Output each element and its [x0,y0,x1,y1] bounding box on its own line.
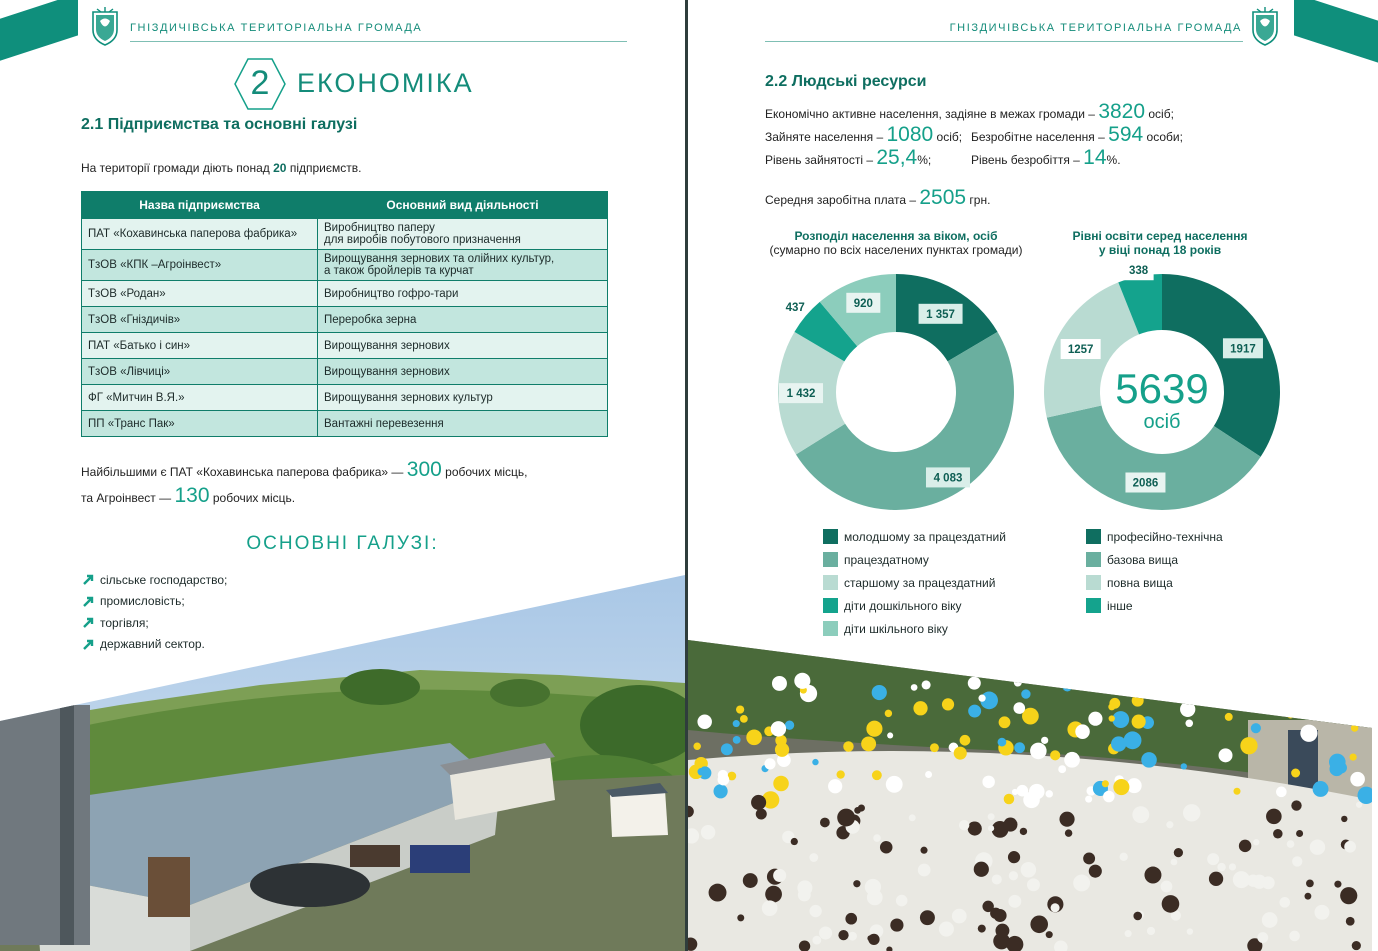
slice-label [919,304,963,324]
branches-title: ОСНОВНІ ГАЛУЗІ: [246,533,439,554]
enterprise-activity-cell: Виробництво гофро-тари [318,281,608,307]
legend-label: повна вища [1107,575,1173,590]
branch-label: торгівля; [100,615,149,630]
age-chart-title: Розподіл населення за віком, осіб (сумарно по всіх населених пунктах громади) [769,229,1023,257]
table-row [82,359,608,385]
table-row [82,281,608,307]
legend-item [823,617,1006,640]
header-title: ГНІЗДИЧІВСЬКА ТЕРИТОРІАЛЬНА ГРОМАДА [130,22,423,34]
legend-swatch [1086,529,1101,544]
slice-label [926,467,970,487]
coat-of-arms-icon [1250,6,1280,46]
legend-swatch [823,621,838,636]
left-page [0,0,685,951]
arrow-icon [83,574,94,585]
branch-item [83,591,227,613]
enterprise-activity-cell: Вирощування зернових культур [318,385,608,411]
enterprise-name-cell: ПАТ «Кохавинська паперова фабрика» [82,219,318,250]
branch-item [83,634,227,656]
legend-label: працездатному [844,552,929,567]
slice-value: 1257 [1067,344,1094,357]
legend-item [823,525,1006,548]
legend-label: діти шкільного віку [844,621,948,636]
table-row [82,385,608,411]
slice-value: 1917 [1230,343,1256,356]
table-row [82,333,608,359]
branch-label: сільське господарство; [100,572,228,587]
slice-value: 4 083 [933,472,963,485]
enterprise-name-cell: ПАТ «Батько і син» [82,333,318,359]
employer-1-jobs: 300 [406,458,442,481]
education-total-unit: осіб [1143,411,1181,433]
slice-label [1223,338,1263,358]
legend-swatch [823,598,838,613]
legend-swatch [1086,598,1101,613]
enterprise-name-cell: ФГ «Митчин В.Я.» [82,385,318,411]
legend-item [1086,525,1223,548]
enterprise-activity-cell: Вирощування зернових [318,359,608,385]
enterprise-activity-cell: Вирощування зернових та олійних культур, а також бройлерів та курчат [318,250,608,281]
slice-label [786,302,805,314]
intro-text: На території громади діють понад 20 підприємств. [81,161,362,175]
branch-item [83,569,227,591]
legend-item [1086,548,1223,571]
slice-value: 2086 [1132,477,1159,490]
active-population-stat: Економічно активне населення, задіяне в межах громади – 3820 осіб; [765,100,1174,123]
slice-label [846,293,880,313]
header-band [0,0,78,63]
enterprise-activity-cell: Вантажні перевезення [318,411,608,437]
subsection-title-right: 2.2 Людські ресурси [765,73,927,90]
enterprise-name-cell: ПП «Транс Пак» [82,411,318,437]
slice-value: 1 357 [926,308,955,321]
legend-label: старшому за працездатний [844,575,996,590]
header-title-right: ГНІЗДИЧІВСЬКА ТЕРИТОРІАЛЬНА ГРОМАДА [949,22,1242,34]
slice-label [1124,260,1154,280]
table-row [82,307,608,333]
community-crowd-photo [688,640,1372,951]
legend-item [1086,594,1223,617]
header-divider [130,41,627,42]
arrow-icon [83,639,94,650]
legend-swatch [823,529,838,544]
employment-rate-stat: Рівень зайнятості – 25,4%; [765,146,932,169]
age-donut-chart [776,272,1016,512]
education-chart-center [1042,367,1282,433]
legend-swatch [1086,552,1101,567]
subsection-title: 2.1 Підприємства та основні галузі [81,116,358,133]
employed-stat: Зайняте населення – 1080 осіб; [765,123,963,146]
enterprise-activity-cell: Вирощування зернових [318,333,608,359]
enterprise-name-cell: ТзОВ «КПК –Агроінвест» [82,250,318,281]
slice-label [779,383,823,403]
legend-label: інше [1107,598,1133,613]
enterprise-name-cell: ТзОВ «Гніздичів» [82,307,318,333]
slice-value: 1 432 [786,388,816,401]
education-chart-title: Рівні освіти серед населення у віці понад 18 років [1072,229,1248,257]
branch-label: промисловість; [100,594,185,609]
slice-label [1125,473,1165,493]
legend-label: професійно-технічна [1107,529,1223,544]
section-number: 2 [250,64,270,102]
unemployed-stat: Безробітне населення – 594 особи; [971,123,1183,146]
education-chart-legend [1086,525,1223,617]
right-page [688,0,1372,951]
table-row [82,250,608,281]
unemployment-rate-stat: Рівень безробіття – 14%. [971,146,1121,169]
slice-value: 920 [853,297,873,310]
table-header-name: Назва підприємства [82,192,318,219]
section-title: ЕКОНОМІКА [297,68,474,98]
slice-value: 437 [785,301,805,314]
branch-list [83,569,227,655]
enterprise-count: 20 [273,161,287,175]
slice-label [1061,339,1101,359]
table-row [82,219,608,250]
legend-swatch [823,552,838,567]
largest-employers-text: Найбільшими є ПАТ «Кохавинська паперова фабрика» — 300 робочих місць, та Агроінвест — 130 робочих місць. [81,458,528,507]
enterprise-table [81,191,608,437]
arrow-icon [83,596,94,607]
legend-item [823,571,1006,594]
header-divider-right [765,41,1243,42]
table-row [82,411,608,437]
coat-of-arms-icon [90,6,120,46]
slice-value: 338 [1129,265,1149,278]
legend-item [1086,571,1223,594]
branch-label: державний сектор. [100,637,205,652]
legend-label: діти дошкільного віку [844,598,962,613]
legend-label: базова вища [1107,552,1179,567]
table-header-activity: Основний вид діяльності [318,192,608,219]
average-salary-stat: Середня заробітна плата – 2505 грн. [765,186,991,209]
enterprise-activity-cell: Виробництво паперу для виробів побутового призначення [318,219,608,250]
enterprise-name-cell: ТзОВ «Лівчиці» [82,359,318,385]
legend-swatch [823,575,838,590]
legend-label: молодшому за працездатний [844,529,1006,544]
education-total: 5639 [1115,365,1209,412]
header-band-right [1294,0,1378,63]
enterprise-activity-cell: Переробка зерна [318,307,608,333]
legend-item [823,594,1006,617]
branch-item [83,612,227,634]
age-chart-legend [823,525,1006,640]
legend-swatch [1086,575,1101,590]
legend-item [823,548,1006,571]
employer-2-jobs: 130 [174,484,210,507]
enterprise-name-cell: ТзОВ «Родан» [82,281,318,307]
arrow-icon [83,617,94,628]
